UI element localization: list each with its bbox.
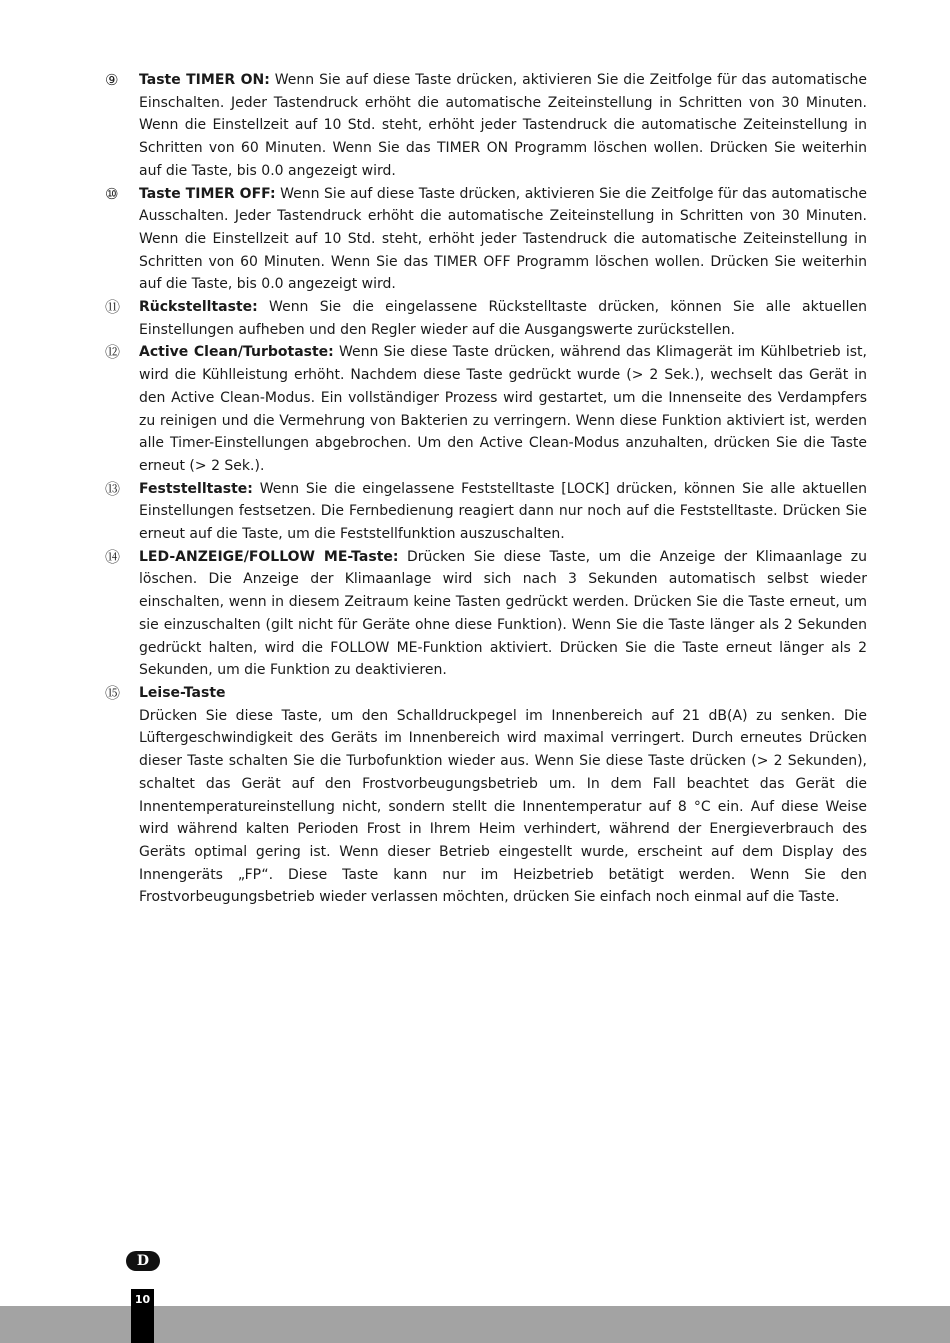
list-item-reset: [105, 296, 867, 341]
item-text: Wenn Sie die eingelassene Feststelltaste [LOCK] drücken, können Sie alle aktuellen Einstellungen festsetzen. Die Fernbedienung reagiert dann nur noch auf die Feststelltaste. Drücken Sie erneut auf die Taste, um die Feststellfunktion auszuschalten.: [139, 480, 867, 543]
list-item-active-clean: [105, 341, 867, 477]
item-text: Drücken Sie diese Taste, um die Anzeige der Klimaanlage zu löschen. Die Anzeige der Klimaanlage wird sich nach 3 Sekunden automatisch selbst wieder einschalten, wenn in diesem Zeitraum keine Tasten gedrückt werden. Drücken Sie die Taste erneut, um sie einzuschalten (gilt nicht für Geräte ohne diese Funktion). Wenn Sie die Taste länger als 2 Sekunden gedrückt halten, wird die FOLLOW ME-Funktion aktiviert. Drücken Sie die Taste erneut länger als 2 Sekunden, um die Funktion zu deaktivieren.: [139, 548, 868, 679]
item-number: ⑨: [105, 71, 119, 89]
item-title: LED-ANZEIGE/FOLLOW ME-Taste:: [139, 548, 399, 565]
list-item-led-follow-me: [105, 546, 867, 682]
instruction-list: [105, 69, 867, 909]
item-title: Feststelltaste:: [139, 480, 253, 497]
item-title: Active Clean/Turbotaste:: [139, 344, 334, 361]
list-item-lock: [105, 478, 867, 546]
item-number: ⑫: [105, 343, 121, 362]
item-title: Leise-Taste: [139, 684, 226, 701]
page-number: 10: [134, 1293, 151, 1306]
item-number: ⑮: [105, 683, 121, 702]
item-text: Drücken Sie diese Taste, um den Schalldruckpegel im Innenbereich auf 21 dB(A) zu senken. Die Lüftergeschwindigkeit des Geräts im Innenbereich wird maximal verringert. Durch erneutes Drücken dieser Taste schalten Sie die Turbofunktion wieder aus. Wenn Sie diese Taste drücken (> 2 Sekunden), schaltet das Gerät auf den Frostvorbeugungsbetrieb um. In dem Fall beachtet das Gerät die Innentemperatureinstellung nicht, sondern stellt die Innentemperatur auf 8 °C ein. Auf diese Weise wird während kalten Perioden Frost in Ihrem Heim verhindert, während der Energieverbrauch des Geräts optimal gering ist. Wenn dieser Betrieb eingestellt wurde, erscheint auf dem Display des Innengeräts „FP“. Diese Taste kann nur im Heizbetrieb betätigt werden. Wenn Sie den Frostvorbeugungsbetrieb wieder verlassen möchten, drücken Sie einfach noch einmal auf die Taste.: [139, 707, 867, 906]
item-number: ⑪: [105, 298, 121, 317]
item-title: Rückstelltaste:: [139, 299, 258, 316]
item-text: Wenn Sie die eingelassene Rückstelltaste drücken, können Sie alle aktuellen Einstellungen aufheben und den Regler wieder auf die Ausgangswerte zurückstellen.: [139, 299, 867, 338]
item-number: ⑭: [105, 547, 121, 566]
item-text: Wenn Sie auf diese Taste drücken, aktivieren Sie die Zeitfolge für das automatische Ausschalten. Jeder Tastendruck erhöht die automatische Zeiteinstellung in Schritten von 30 Minuten. Wenn die Einstellzeit auf 10 Std. steht, erhöht jeder Tastendruck die automatische Zeiteinstellung in Schritten von 60 Minuten. Wenn Sie das TIMER OFF Programm löschen wollen. Drücken Sie weiterhin auf die Taste, bis 0.0 angezeigt wird.: [139, 185, 868, 293]
item-title: Taste TIMER ON:: [139, 72, 270, 88]
list-item-timer-off: [105, 183, 867, 297]
item-number: ⑩: [105, 184, 119, 203]
item-number: ⑬: [105, 479, 121, 498]
item-text: Wenn Sie auf diese Taste drücken, aktivieren Sie die Zeitfolge für das automatische Einschalten. Jeder Tastendruck erhöht die automatische Zeiteinstellung in Schritten von 30 Minuten. Wenn die Einstellzeit auf 10 Std. steht, erhöht jeder Tastendruck die automatische Zeiteinstellung in Schritten von 60 Minuten. Wenn Sie das TIMER ON Programm löschen wollen. Drücken Sie weiterhin auf die Taste, bis 0.0 angezeigt wird.: [139, 72, 867, 179]
item-title: Taste TIMER OFF:: [139, 185, 276, 202]
list-item-timer-on: [105, 69, 867, 183]
item-text: Wenn Sie diese Taste drücken, während das Klimagerät im Kühlbetrieb ist, wird die Kühlleistung erhöht. Nachdem diese Taste gedrückt wurde (> 2 Sek.), wechselt das Gerät in den Active Clean-Modus. Ein vollständiger Prozess wird gestartet, um die Innenseite des Verdampfers zu reinigen und die Vermehrung von Bakterien zu verringern. Wenn diese Funktion aktiviert ist, werden alle Timer-Einstellungen abgebrochen. Um den Active Clean-Modus anzuhalten, drücken Sie die Taste erneut (> 2 Sek.).: [139, 344, 867, 474]
language-badge: D: [126, 1251, 160, 1271]
list-item-silent: [105, 682, 867, 909]
